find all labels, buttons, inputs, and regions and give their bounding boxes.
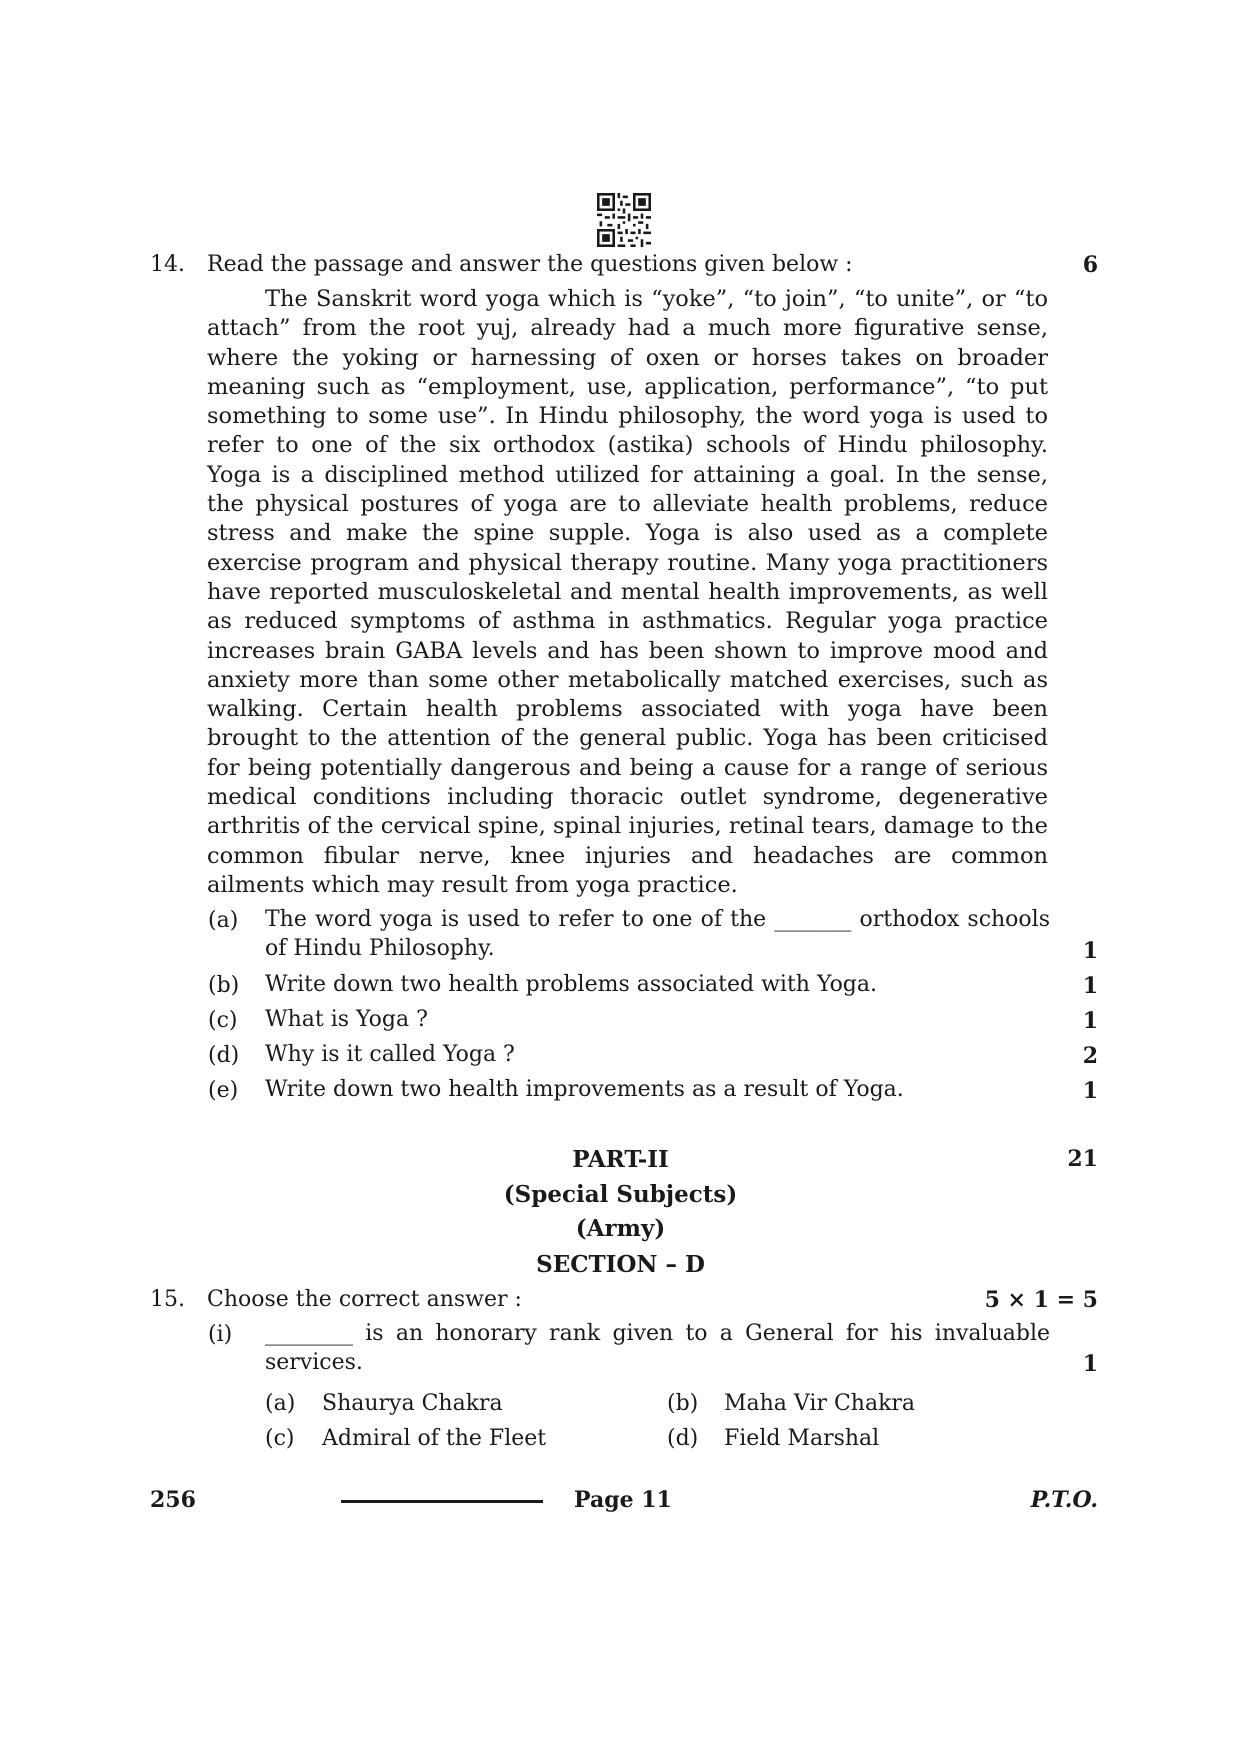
- footer-rule: [341, 1500, 543, 1503]
- question-15-item-marks: 1: [1082, 1351, 1098, 1377]
- subquestion-e-label: (e): [208, 1078, 239, 1103]
- pto-label: P.T.O.: [1030, 1487, 1098, 1513]
- subquestion-b-label: (b): [208, 973, 240, 998]
- subquestion-a-text: The word yoga is used to refer to one of the _______ orthodox schools of Hindu Philosophy.: [265, 907, 1050, 961]
- part-subtitle: (Special Subjects): [503, 1181, 738, 1208]
- question-14-marks: 6: [1082, 252, 1098, 278]
- part-title: PART-II: [572, 1146, 669, 1173]
- question-15-number: 15.: [150, 1287, 185, 1312]
- subquestion-c-text: What is Yoga ?: [265, 1007, 428, 1032]
- question-14-passage: The Sanskrit word yoga which is “yoke”, “to join”, “to unite”, or “to attach” from the root yuj, already had a much more figurative sense, where the yoking or harnessing of oxen or horses takes on broader meaning such as “employment, use, application, performance”, “to put something to some use”. In Hindu philosophy, the word yoga is used to refer to one of the six orthodox (astika) schools of Hindu philosophy. Yoga is a disciplined method utilized for attaining a goal. In the sense, the physical postures of yoga are to alleviate health problems, reduce stress and make the spine supple. Yoga is also used as a complete exercise program and physical therapy routine. Many yoga practitioners have reported musculoskeletal and mental health improvements, as well as reduced symptoms of asthma in asthmatics. Regular yoga practice increases brain GABA levels and has been shown to improve mood and anxiety more than some other metabolically matched exercises, such as walking. Certain health problems associated with yoga have been brought to the attention of the general public. Yoga has been criticised for being potentially dangerous and being a cause for a range of serious medical conditions including thoracic outlet syndrome, degenerative arthritis of the cervical spine, spinal injuries, retinal tears, damage to the common fibular nerve, knee injuries and headaches are common ailments which may result from yoga practice.: [207, 286, 1048, 898]
- subquestion-b-text: Write down two health problems associated with Yoga.: [265, 972, 878, 997]
- part-branch: (Army): [575, 1215, 666, 1242]
- question-14-number: 14.: [150, 252, 185, 277]
- question-15-item-label: (i): [208, 1322, 233, 1347]
- option-b-label: (b): [667, 1391, 699, 1416]
- subquestion-a-marks: 1: [1082, 938, 1098, 964]
- question-15-item-text: ________ is an honorary rank given to a General for his invaluable services.: [265, 1321, 1050, 1375]
- question-14-prompt: Read the passage and answer the questions given below :: [207, 252, 853, 277]
- page-number: Page 11: [574, 1487, 672, 1513]
- question-15-marks: 5 × 1 = 5: [984, 1287, 1098, 1313]
- option-a-text: Shaurya Chakra: [322, 1391, 503, 1416]
- subquestion-b-marks: 1: [1082, 973, 1098, 999]
- qr-code: [597, 193, 651, 247]
- option-c-text: Admiral of the Fleet: [322, 1426, 547, 1451]
- option-b-text: Maha Vir Chakra: [724, 1391, 916, 1416]
- subquestion-c-label: (c): [208, 1008, 238, 1033]
- subquestion-c-marks: 1: [1082, 1008, 1098, 1034]
- paper-code: 256: [150, 1487, 196, 1513]
- subquestion-d-marks: 2: [1082, 1043, 1098, 1069]
- question-15-prompt: Choose the correct answer :: [207, 1287, 522, 1312]
- subquestion-e-text: Write down two health improvements as a result of Yoga.: [265, 1077, 904, 1102]
- option-d-text: Field Marshal: [724, 1426, 880, 1451]
- option-a-label: (a): [265, 1391, 296, 1416]
- part-marks: 21: [1067, 1146, 1098, 1172]
- subquestion-d-label: (d): [208, 1043, 240, 1068]
- subquestion-a-label: (a): [208, 908, 239, 933]
- subquestion-e-marks: 1: [1082, 1078, 1098, 1104]
- option-c-label: (c): [265, 1426, 295, 1451]
- subquestion-d-text: Why is it called Yoga ?: [265, 1042, 515, 1067]
- section-heading: SECTION – D: [536, 1251, 705, 1278]
- option-d-label: (d): [667, 1426, 699, 1451]
